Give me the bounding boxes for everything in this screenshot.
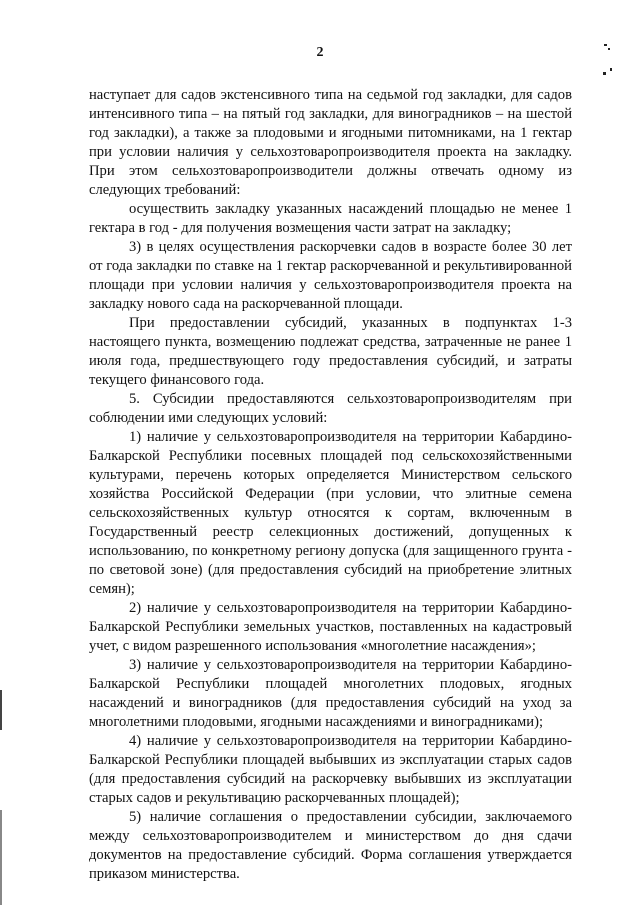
- scan-mark: [604, 44, 607, 46]
- paragraph-condition-5: 5) наличие соглашения о предоставлении субсидии, заключаемого между сельхозтоваропроизводителем и министерством до дня сдачи документов на предоставление субсидий. Форма соглашения утверждается приказом министерства.: [89, 809, 572, 882]
- paragraph-condition-3: 3) наличие у сельхозтоваропроизводителя на территории Кабардино-Балкарской Республики площадей многолетних плодовых, ягодных насаждений и виноградников (для предоставления субсидий на уход за многолетними плодовыми, ягодными насаждениями и виноградниками);: [89, 657, 572, 730]
- paragraph-continuation: наступает для садов экстенсивного типа на седьмой год закладки, для садов интенсивного типа – на пятый год закладки, для виноградников – на шестой год закладки), а также за плодовыми и ягодными питомниками, на 1 гектар при условии наличия у сельхозтоваропроизводителя проекта на закладку. При этом сельхозтоваропроизводители должны отвечать одному из следующих требований:: [89, 87, 572, 198]
- paragraph-condition-1: 1) наличие у сельхозтоваропроизводителя на территории Кабардино-Балкарской Республики посевных площадей под сельскохозяйственными культурами, перечень которых определяется Министерством сельского хозяйства Российской Федерации (при условии, что элитные семена сельскохозяйственных культур относятся к сортам, включенным в Государственный реестр селекционных достижений, допущенных к использованию, по конкретному региону допуска (для защищенного грунта - по световой зоне) (для предоставления субсидий на приобретение элитных семян);: [89, 429, 572, 597]
- scan-edge: [0, 690, 2, 730]
- paragraph-condition-2: 2) наличие у сельхозтоваропроизводителя на территории Кабардино-Балкарской Республики земельных участков, поставленных на кадастровый учет, с видом разрешенного использования «многолетние насаждения»;: [89, 600, 572, 654]
- document-body: [89, 86, 572, 884]
- page-number: 2: [316, 45, 324, 60]
- scan-mark: [610, 68, 612, 71]
- scan-mark: [603, 72, 606, 75]
- paragraph-item-3: 3) в целях осуществления раскорчевки садов в возрасте более 30 лет от года закладки по ставке на 1 гектар раскорчеванной и рекультивированной площади при условии наличия у сельхозтоваропроизводителя проекта на закладку нового сада на раскорчеванной площади.: [89, 239, 572, 312]
- scan-edge: [0, 810, 2, 905]
- paragraph-subsidy-costs: При предоставлении субсидий, указанных в подпунктах 1-3 настоящего пункта, возмещению подлежат средства, затраченные не ранее 1 июля года, предшествующего году предоставления субсидий, и затраты текущего финансового года.: [89, 315, 572, 388]
- paragraph-requirement: осуществить закладку указанных насаждений площадью не менее 1 гектара в год - для получения возмещения части затрат на закладку;: [89, 201, 572, 236]
- paragraph-section-5: 5. Субсидии предоставляются сельхозтоваропроизводителям при соблюдении ими следующих условий:: [89, 391, 572, 426]
- paragraph-condition-4: 4) наличие у сельхозтоваропроизводителя на территории Кабардино-Балкарской Республики площадей выбывших из эксплуатации старых садов (для предоставления субсидий на раскорчевку выбывших из эксплуатации старых садов и рекультивацию раскорчеванных площадей);: [89, 733, 572, 806]
- scan-mark: [608, 48, 610, 50]
